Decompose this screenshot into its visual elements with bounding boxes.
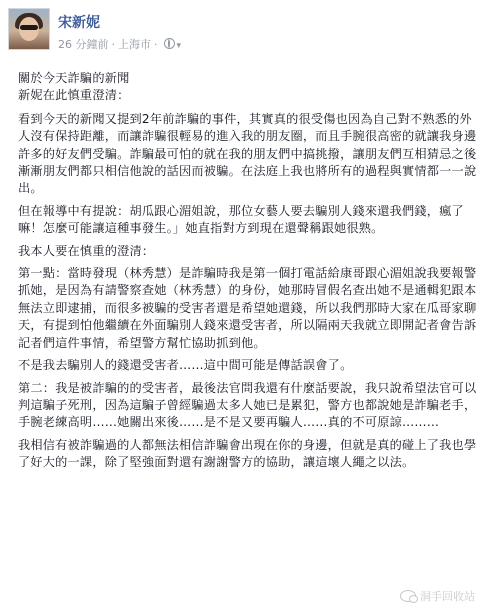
post-paragraph: 第一點：當時發現（林秀慧）是詐騙時我是第一個打電話給康哥跟心湄姐說我要報警抓她，是因為有請警察查她（林秀慧）的身份，她那時冒假名查出她不是通輯犯跟本無法立即逮捕，而很多被騙的受害者還是希望她還錢，所以我們那時大家在瓜哥家聊天，有提到怕他繼續在外面騙別人錢來還受害者，所以隔兩天我就立即開記者會告訴記者們這件事情，希望警方幫忙協助抓到他。 bbox=[18, 266, 477, 350]
post-paragraph: 關於今天詐騙的新聞 新妮在此慎重澄清： bbox=[18, 71, 130, 103]
author-name[interactable]: 宋新妮 bbox=[58, 14, 100, 30]
post-paragraph: 看到今天的新聞又提到2年前詐騙的事件，其實真的很受傷也因為自己對不熟悉的外人沒有保持距離，而讓詐騙很輕易的進入我的朋友圈，而且手腕很高密的就讓我身邊許多的好友們受騙。詐騙最可怕的就在我的朋友們中搞挑撥，讓朋友們互相猜忌之後漸漸朋友們都只相信他說的話因而被騙。在法庭上我也將所有的過程與實情都一一說出。 bbox=[18, 111, 477, 196]
wechat-icon bbox=[400, 590, 416, 602]
post-paragraph: 不是我去騙別人的錢還受害者……這中間可能是傳話誤會了。 bbox=[18, 358, 353, 373]
watermark bbox=[400, 588, 475, 604]
post-paragraph: 第二：我是被詐騙的的受害者，最後法官問我還有什麼話要說，我只說希望法官可以判這騙子死刑，因為這騙子曾經騙過太多人她已是累犯，警方也都說她是詐騙老手，手腕老練高明……她關出來後……是不是又要再騙人……真的不可原諒……… bbox=[18, 380, 477, 430]
post-meta: 26 分鐘前 · 上海市 · ▾ bbox=[58, 38, 182, 51]
post-body bbox=[18, 70, 478, 477]
post-paragraph: 我本人要在慎重的澄清： bbox=[18, 243, 155, 258]
location[interactable]: 上海市 bbox=[118, 38, 151, 51]
chevron-down-icon[interactable]: ▾ bbox=[176, 41, 182, 51]
post-paragraph: 但在報導中有提說：胡瓜跟心湄姐說，那位女藝人要去騙別人錢來還我們錢，瘋了嘛！怎麼可能讓這種事發生。」她直指對方到現在還聲稱跟她很熟。 bbox=[18, 203, 464, 236]
post-paragraph: 我相信有被詐騙過的人都無法相信詐騙會出現在你的身邊，但就是真的碰上了我也學了好大的一課，除了堅強面對還有謝謝警方的協助，讓這壞人繩之以法。 bbox=[18, 437, 477, 470]
timestamp[interactable]: 26 分鐘前 bbox=[58, 38, 109, 51]
avatar[interactable] bbox=[8, 8, 50, 50]
watermark-text: 洞手回收站 bbox=[420, 590, 475, 603]
globe-icon[interactable] bbox=[164, 38, 175, 49]
post-header bbox=[0, 0, 485, 58]
